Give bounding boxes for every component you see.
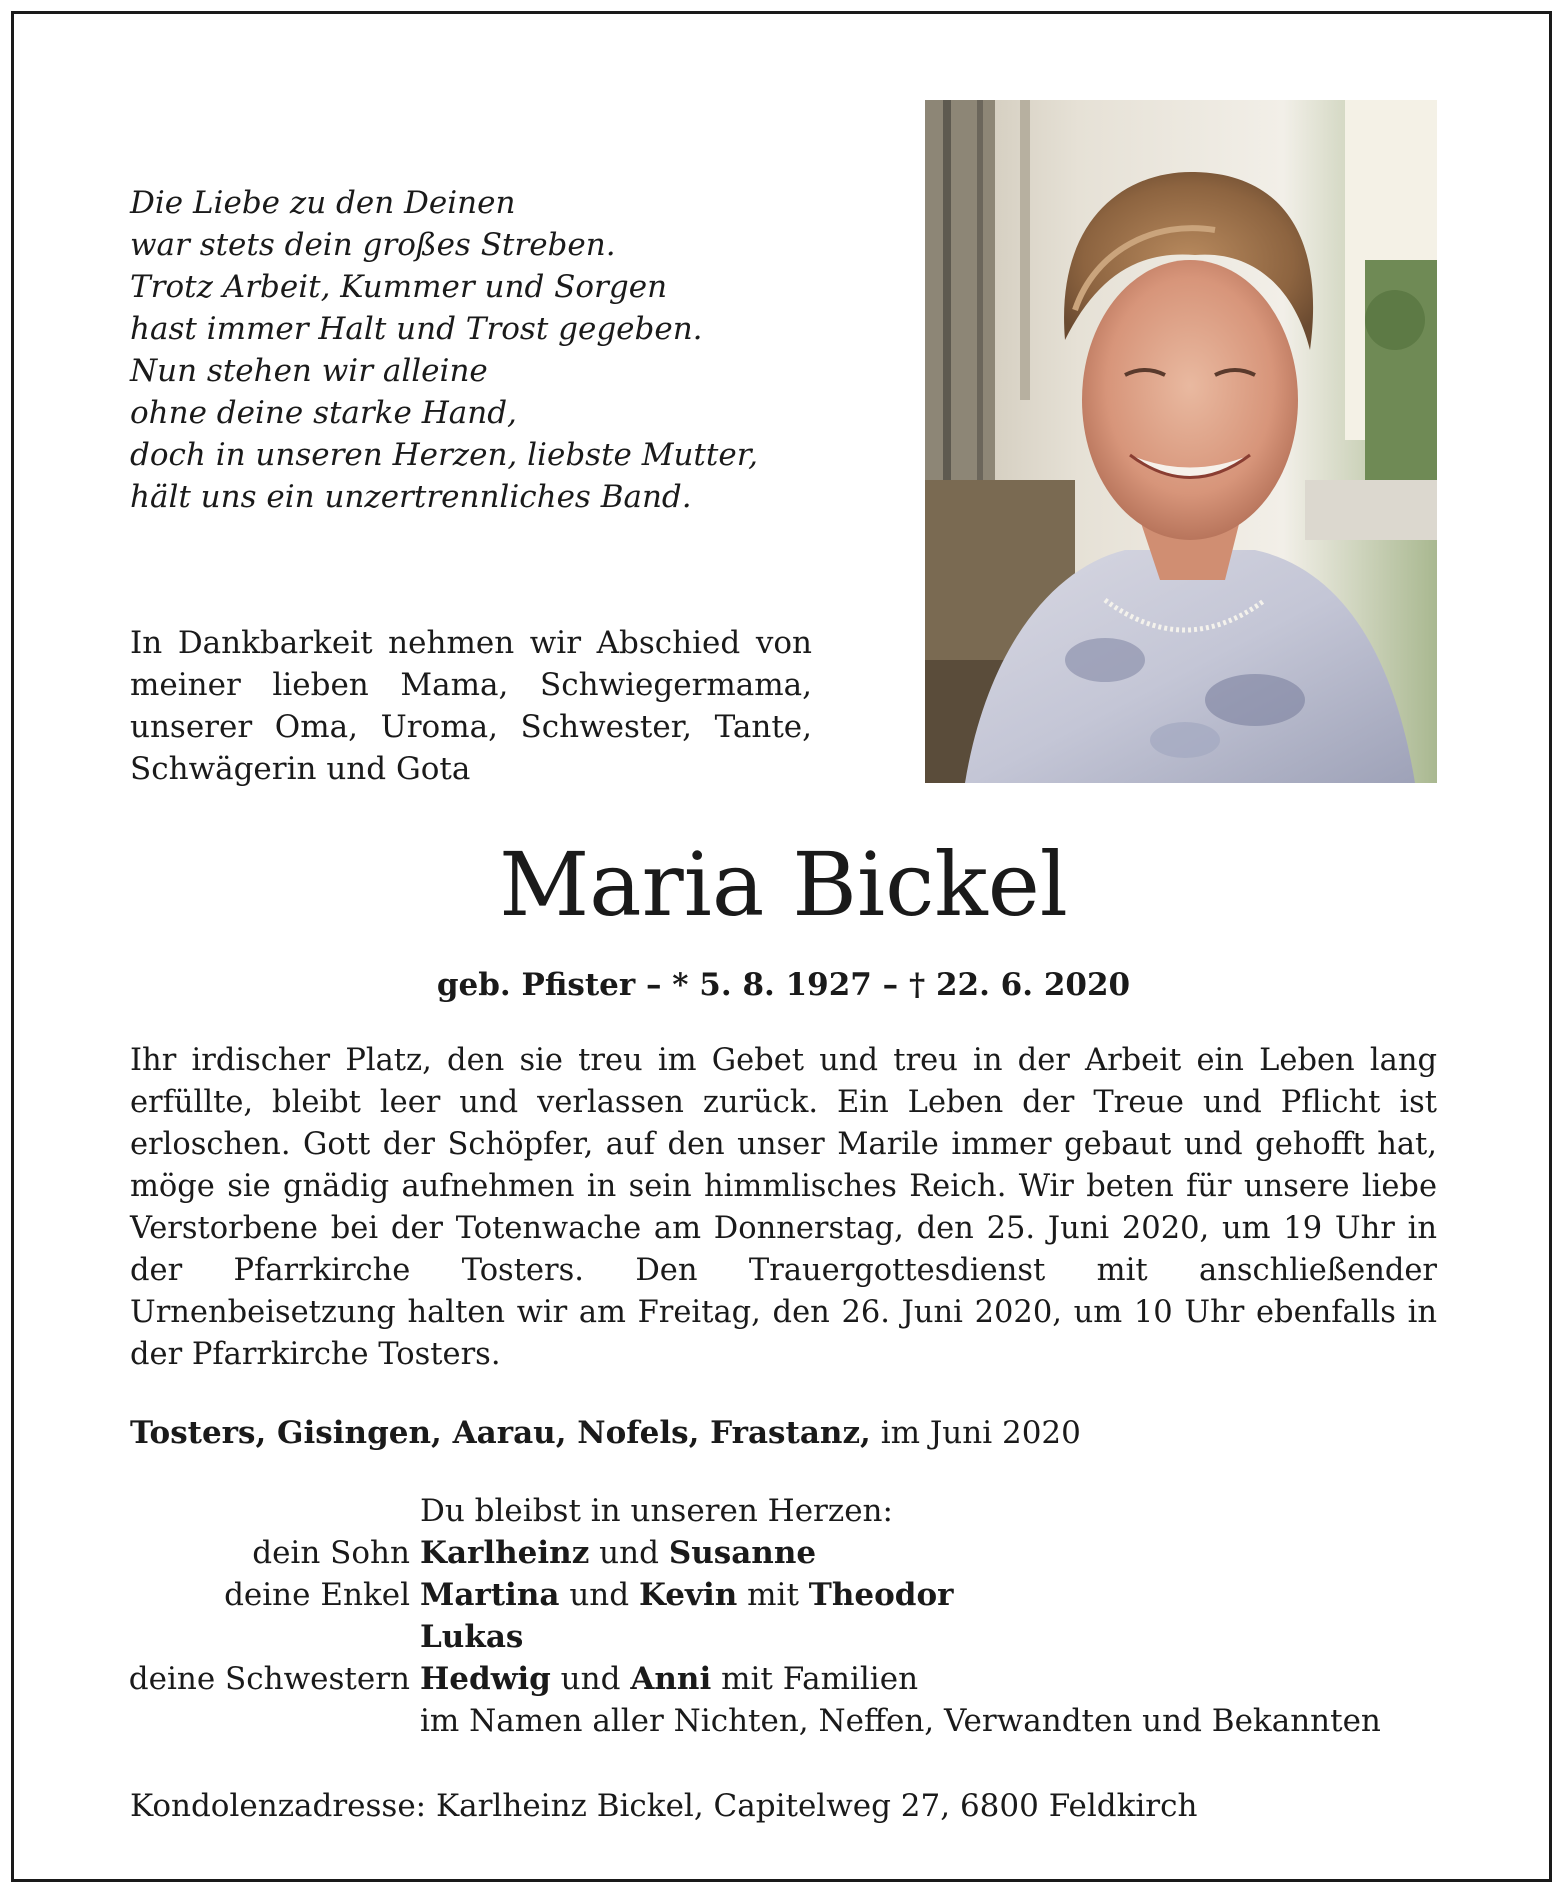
relation-sisters: deine Schwestern xyxy=(128,1661,410,1697)
name-karlheinz: Karlheinz xyxy=(420,1535,590,1571)
name-martina: Martina xyxy=(420,1577,560,1613)
places-date: im Juni 2020 xyxy=(870,1415,1081,1451)
intro-paragraph: In Dankbarkeit nehmen wir Abschied von meiner lieben Mama, Schwiegermama, unserer Oma, Uroma, Schwester, Tante, Schwägerin und Gota xyxy=(130,625,812,787)
relation-son: dein Sohn xyxy=(252,1535,410,1571)
mourner-row-grandchildren xyxy=(0,1574,1567,1616)
names-son xyxy=(420,1532,816,1574)
conj-mit: mit xyxy=(737,1577,809,1613)
places-line xyxy=(130,1412,1081,1454)
mourners-heading: Du bleibst in unseren Herzen: xyxy=(420,1493,893,1529)
name-kevin: Kevin xyxy=(638,1577,738,1613)
relation-grandchildren: deine Enkel xyxy=(224,1577,410,1613)
names-grandchildren xyxy=(420,1574,953,1616)
mourners-heading-row xyxy=(0,1490,1567,1532)
mourner-row-son xyxy=(0,1532,1567,1574)
name-hedwig: Hedwig xyxy=(420,1661,551,1697)
obituary-text: Ihr irdischer Platz, den sie treu im Gebet und treu in der Arbeit ein Leben lang erfüllte, bleibt leer und verlassen zurück. Ein Leben der Treue und Pflicht ist erloschen. Gott der Schöpfer, auf den unser Marile immer gebaut und gehofft hat, möge sie gnädig aufnehmen in sein himmlisches Reich. Wir beten für unsere liebe Verstorbene bei der Totenwache am Donnerstag, den 25. Juni 2020, um 19 Uhr in der Pfarrkirche Tosters. Den Trauergottesdienst mit anschließender Urnenbeisetzung halten wir am Freitag, den 26. Juni 2020, um 10 Uhr ebenfalls in der Pfarrkirche Tosters. xyxy=(130,1043,1437,1372)
condolence-address: Kondolenzadresse: Karlheinz Bickel, Capitelweg 27, 6800 Feldkirch xyxy=(130,1788,1198,1824)
families-text: mit Familien xyxy=(711,1661,919,1697)
conj-und: und xyxy=(559,1577,639,1613)
mourner-row-closing xyxy=(0,1700,1567,1742)
conj-und: und xyxy=(589,1535,669,1571)
poem: Die Liebe zu den Deinen war stets dein großes Streben. Trotz Arbeit, Kummer und Sorgen hast immer Halt und Trost gegeben. Nun stehen wir alleine ohne deine starke Hand, doch in unseren Herzen, liebste Mutter, hält uns ein unzertrennliches Band. xyxy=(130,185,758,515)
name-lukas: Lukas xyxy=(420,1619,524,1655)
mourner-row-sisters xyxy=(0,1658,1567,1700)
places-towns: Tosters, Gisingen, Aarau, Nofels, Frastanz, xyxy=(130,1415,871,1451)
mourner-row-grandchild-2 xyxy=(0,1616,1567,1658)
names-sisters xyxy=(420,1658,918,1700)
birth-death-dates: geb. Pfister – * 5. 8. 1927 – † 22. 6. 2020 xyxy=(436,967,1131,1003)
conj-und: und xyxy=(550,1661,631,1697)
closing-line: im Namen aller Nichten, Neffen, Verwandten und Bekannten xyxy=(420,1703,1381,1739)
names-grandchild-2 xyxy=(420,1616,523,1658)
portrait-photo xyxy=(925,100,1437,783)
name-anni: Anni xyxy=(630,1661,712,1697)
deceased-name: Maria Bickel xyxy=(499,833,1068,936)
name-susanne: Susanne xyxy=(668,1535,817,1571)
portrait-photo-image xyxy=(925,100,1437,783)
name-theodor: Theodor xyxy=(808,1577,954,1613)
